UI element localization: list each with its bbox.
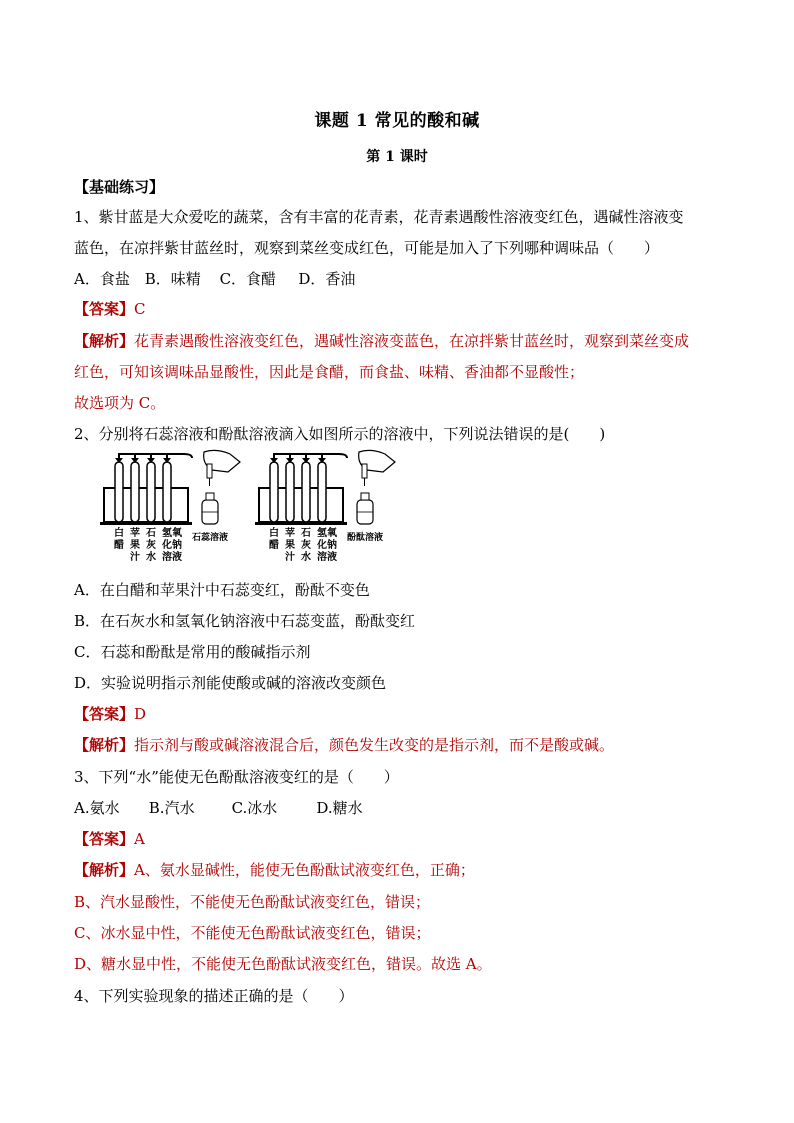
q3-analysis-line1 bbox=[74, 860, 475, 880]
right-bottle-label: 酚酞溶液 bbox=[346, 533, 384, 543]
q2-option-c: C．石蕊和酚酞是常用的酸碱指示剂 bbox=[74, 643, 311, 661]
q1-analysis-line3: 故选项为 C。 bbox=[74, 394, 166, 412]
q1-analysis-line2: 红色，可知该调味品显酸性，因此是食醋，而食盐、味精、香油都不显酸性； bbox=[74, 363, 585, 381]
right-label-1: 苹果汁 bbox=[285, 528, 295, 563]
q4-stem: 4、下列实验现象的描述正确的是（ ） bbox=[74, 987, 354, 1005]
left-bottle-label: 石蕊溶液 bbox=[191, 533, 229, 543]
q3-analysis-line2: B、汽水显酸性，不能使无色酚酞试液变红色，错误； bbox=[74, 893, 431, 911]
right-label-2: 石灰水 bbox=[301, 528, 311, 563]
q3-option-c: C.冰水 bbox=[231, 799, 278, 817]
q3-option-d: D.糖水 bbox=[316, 799, 363, 817]
left-dropper-hand bbox=[202, 450, 240, 524]
q2-answer-tag: 【答案】 bbox=[74, 705, 135, 723]
right-label-0: 白醋 bbox=[269, 528, 279, 551]
section-heading: 【基础练习】 bbox=[74, 178, 165, 196]
right-label-3: 氢氧化钠溶液 bbox=[317, 528, 337, 563]
q3-analysis-text1: A、氨水显碱性，能使无色酚酞试液变红色，正确； bbox=[134, 861, 475, 879]
q1-option-d: D．香油 bbox=[298, 270, 356, 288]
q1-answer bbox=[74, 299, 146, 319]
q2-option-b: B．在石灰水和氢氧化钠溶液中石蕊变蓝，酚酞变红 bbox=[74, 612, 416, 630]
q1-stem-line1: 1、紫甘蓝是大众爱吃的蔬菜，含有丰富的花青素，花青素遇酸性溶液变红色，遇碱性溶液变 bbox=[74, 208, 684, 226]
q1-analysis-text1: 花青素遇酸性溶液变红色，遇碱性溶液变蓝色，在凉拌紫甘蓝丝时，观察到菜丝变成 bbox=[134, 332, 690, 350]
left-label-3: 氢氧化钠溶液 bbox=[162, 528, 182, 563]
q1-analysis-line1 bbox=[74, 331, 689, 351]
q1-options bbox=[74, 269, 355, 289]
q1-option-a: A．食盐 bbox=[74, 270, 130, 288]
q3-answer-tag: 【答案】 bbox=[74, 830, 135, 848]
q2-stem: 2、分别将石蕊溶液和酚酞溶液滴入如图所示的溶液中，下列说法错误的是( ) bbox=[74, 425, 606, 443]
q3-options bbox=[74, 798, 363, 818]
page-title: 课题 1 常见的酸和碱 bbox=[314, 111, 480, 131]
q1-answer-tag: 【答案】 bbox=[74, 300, 135, 318]
q1-option-c: C．食醋 bbox=[219, 270, 277, 288]
q2-answer-value: D bbox=[134, 705, 147, 723]
q3-answer bbox=[74, 829, 145, 849]
q3-analysis-line4: D、糖水显中性，不能使无色酚酞试液变红色，错误。故选 A。 bbox=[74, 955, 492, 973]
q2-option-d: D．实验说明指示剂能使酸或碱的溶液改变颜色 bbox=[74, 674, 387, 692]
q1-stem-line2: 蓝色，在凉拌紫甘蓝丝时，观察到菜丝变成红色，可能是加入了下列哪种调味品（ ） bbox=[74, 239, 660, 257]
q2-analysis bbox=[74, 735, 614, 755]
q2-option-a: A．在白醋和苹果汁中石蕊变红，酚酞不变色 bbox=[74, 581, 370, 599]
q3-stem: 3、下列“水”能使无色酚酞溶液变红的是（ ） bbox=[74, 768, 399, 786]
q3-analysis-line3: C、冰水显中性，不能使无色酚酞试液变红色，错误； bbox=[74, 924, 431, 942]
q1-analysis-tag: 【解析】 bbox=[74, 332, 135, 350]
q2-experiment-figure bbox=[100, 448, 410, 563]
left-label-2: 石灰水 bbox=[146, 528, 156, 563]
left-label-0: 白醋 bbox=[114, 528, 124, 551]
q3-option-b: B.汽水 bbox=[148, 799, 195, 817]
right-dropper-hand bbox=[357, 450, 395, 524]
q3-analysis-tag: 【解析】 bbox=[74, 861, 135, 879]
q3-option-a: A.氨水 bbox=[74, 799, 120, 817]
left-test-tube-rack bbox=[100, 454, 192, 525]
left-label-1: 苹果汁 bbox=[130, 528, 140, 563]
q3-answer-value: A bbox=[134, 830, 145, 848]
q2-analysis-text: 指示剂与酸或碱溶液混合后，颜色发生改变的是指示剂，而不是酸或碱。 bbox=[134, 736, 615, 754]
q2-answer bbox=[74, 704, 146, 724]
q2-analysis-tag: 【解析】 bbox=[74, 736, 135, 754]
q1-answer-value: C bbox=[134, 300, 146, 318]
page-subtitle: 第 1 课时 bbox=[366, 149, 428, 165]
q1-option-b: B．味精 bbox=[144, 270, 201, 288]
right-test-tube-rack bbox=[255, 454, 347, 525]
